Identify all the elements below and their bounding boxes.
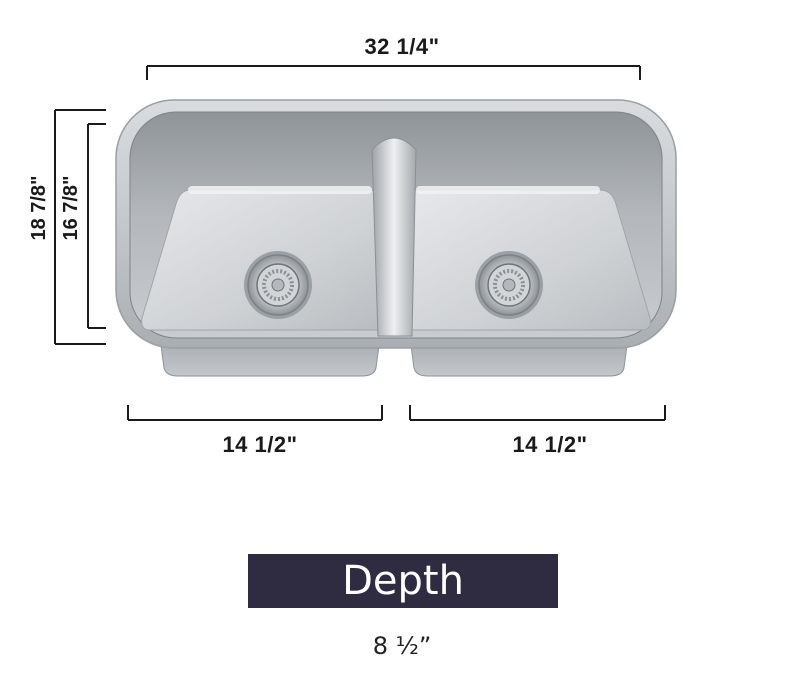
overall-width-label: 32 1/4"	[364, 34, 440, 59]
bowl-depth-label: 16 7/8"	[60, 175, 82, 241]
overall-depth-label: 18 7/8"	[28, 175, 50, 241]
depth-value: 8 ½”	[372, 632, 432, 660]
left-back-ledge	[188, 186, 372, 194]
right-bowl-width-label: 14 1/2"	[512, 432, 588, 457]
left-bowl-width-dimension-line	[128, 405, 382, 420]
right-bowl-width-dimension-line	[410, 405, 665, 420]
center-divider	[372, 138, 416, 336]
bowl-depth-dimension-line	[88, 124, 106, 328]
depth-banner: Depth	[248, 554, 558, 608]
left-drain	[244, 251, 312, 319]
left-bowl-width-label: 14 1/2"	[222, 432, 298, 457]
overall-width-dimension-line	[147, 66, 640, 80]
right-drain	[475, 251, 543, 319]
right-back-ledge	[416, 186, 600, 194]
